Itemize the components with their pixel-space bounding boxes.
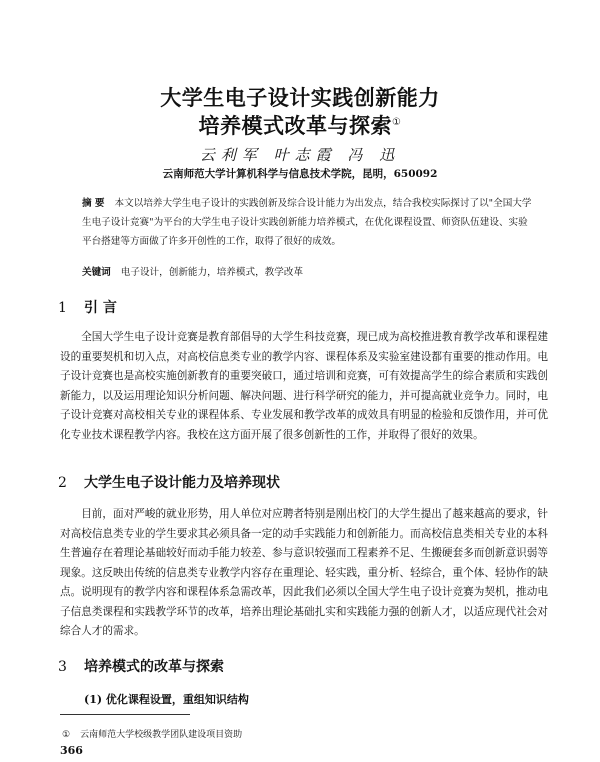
footnote-mark: ① [62, 730, 71, 740]
abstract [82, 194, 534, 251]
footnote-text: 云南师范大学校级教学团队建设项目资助 [80, 730, 243, 740]
section-number: 1 [58, 300, 67, 316]
section-heading-3 [58, 656, 224, 676]
section-title: 引 言 [84, 300, 117, 316]
footnote [62, 727, 242, 740]
section-number: 3 [58, 659, 67, 675]
footnote-divider [60, 714, 190, 715]
section-heading-2 [58, 472, 280, 492]
subsection-heading: (1) 优化课程设置，重组知识结构 [84, 693, 249, 706]
keywords [82, 264, 534, 278]
abstract-text: 本文以培养大学生电子设计的实践创新及综合设计能力为出发点，结合我校实际探讨了以"全国大学生电子设计竞赛"为平台的大学生电子设计实践创新能力培养模式，在优化课程设置、师资队伍建设、实验平台搭建等方面做了许多开创性的工作，取得了很好的成效。 [82, 198, 532, 247]
section-title: 大学生电子设计能力及培养现状 [84, 475, 280, 491]
section-2-paragraph: 目前，面对严峻的就业形势，用人单位对应聘者特别是刚出校门的大学生提出了越来越高的要求，针对高校信息类专业的学生要求其必须具备一定的动手实践能力和创新能力。而高校信息类相关专业的本科生普遍存在着理论基础较好而动手能力较差、参与意识较强而工程素养不足、生搬硬套多而创新意识弱等现象。这反映出传统的信息类专业教学内容存在重理论、轻实践，重分析、轻综合，重个体、轻协作的缺点。说明现有的教学内容和课程体系急需改革，因此我们必须以全国大学生电子设计竞赛为契机，推动电子信息类课程和实践教学环节的改革，培养出理论基础扎实和实践能力强的创新人才，以适应现代社会对综合人才的需求。 [60, 508, 548, 637]
keywords-label: 关键词 [82, 267, 111, 278]
affiliation: 云南师范大学计算机科学与信息技术学院，昆明，650092 [162, 168, 438, 180]
title-footnote-mark: ① [392, 117, 402, 128]
keywords-text: 电子设计，创新能力，培养模式，教学改革 [120, 267, 304, 278]
page-number: 366 [60, 744, 83, 757]
paper-title-line-1: 大学生电子设计实践创新能力 [160, 86, 440, 110]
section-1-paragraph: 全国大学生电子设计竞赛是教育部倡导的大学生科技竞赛，现已成为高校推进教育教学改革和课程建设的重要契机和切入点，对高校信息类专业的教学内容、课程体系及实验室建设都有重要的推动作用。电子设计竞赛也是高校实施创新教育的重要突破口，通过培训和竞赛，可有效提高学生的综合素质和实践创新能力，以及运用理论知识分析问题、解决问题、进行科学研究的能力，并可提高就业竞争力。同时，电子设计竞赛对高校相关专业的课程体系、专业发展和教学改革的成效具有明显的检验和反馈作用，并可优化专业技术课程教学内容。我校在这方面开展了很多创新性的工作，并取得了很好的效果。 [60, 331, 548, 441]
section-title: 培养模式的改革与探索 [84, 659, 224, 675]
paper-title-line-2: 培养模式改革与探索① [198, 114, 402, 138]
section-number: 2 [58, 475, 67, 491]
authors: 云利军 叶志霞 冯 迅 [199, 146, 401, 164]
section-heading-1 [58, 297, 117, 317]
abstract-label: 摘 要 [82, 198, 105, 209]
